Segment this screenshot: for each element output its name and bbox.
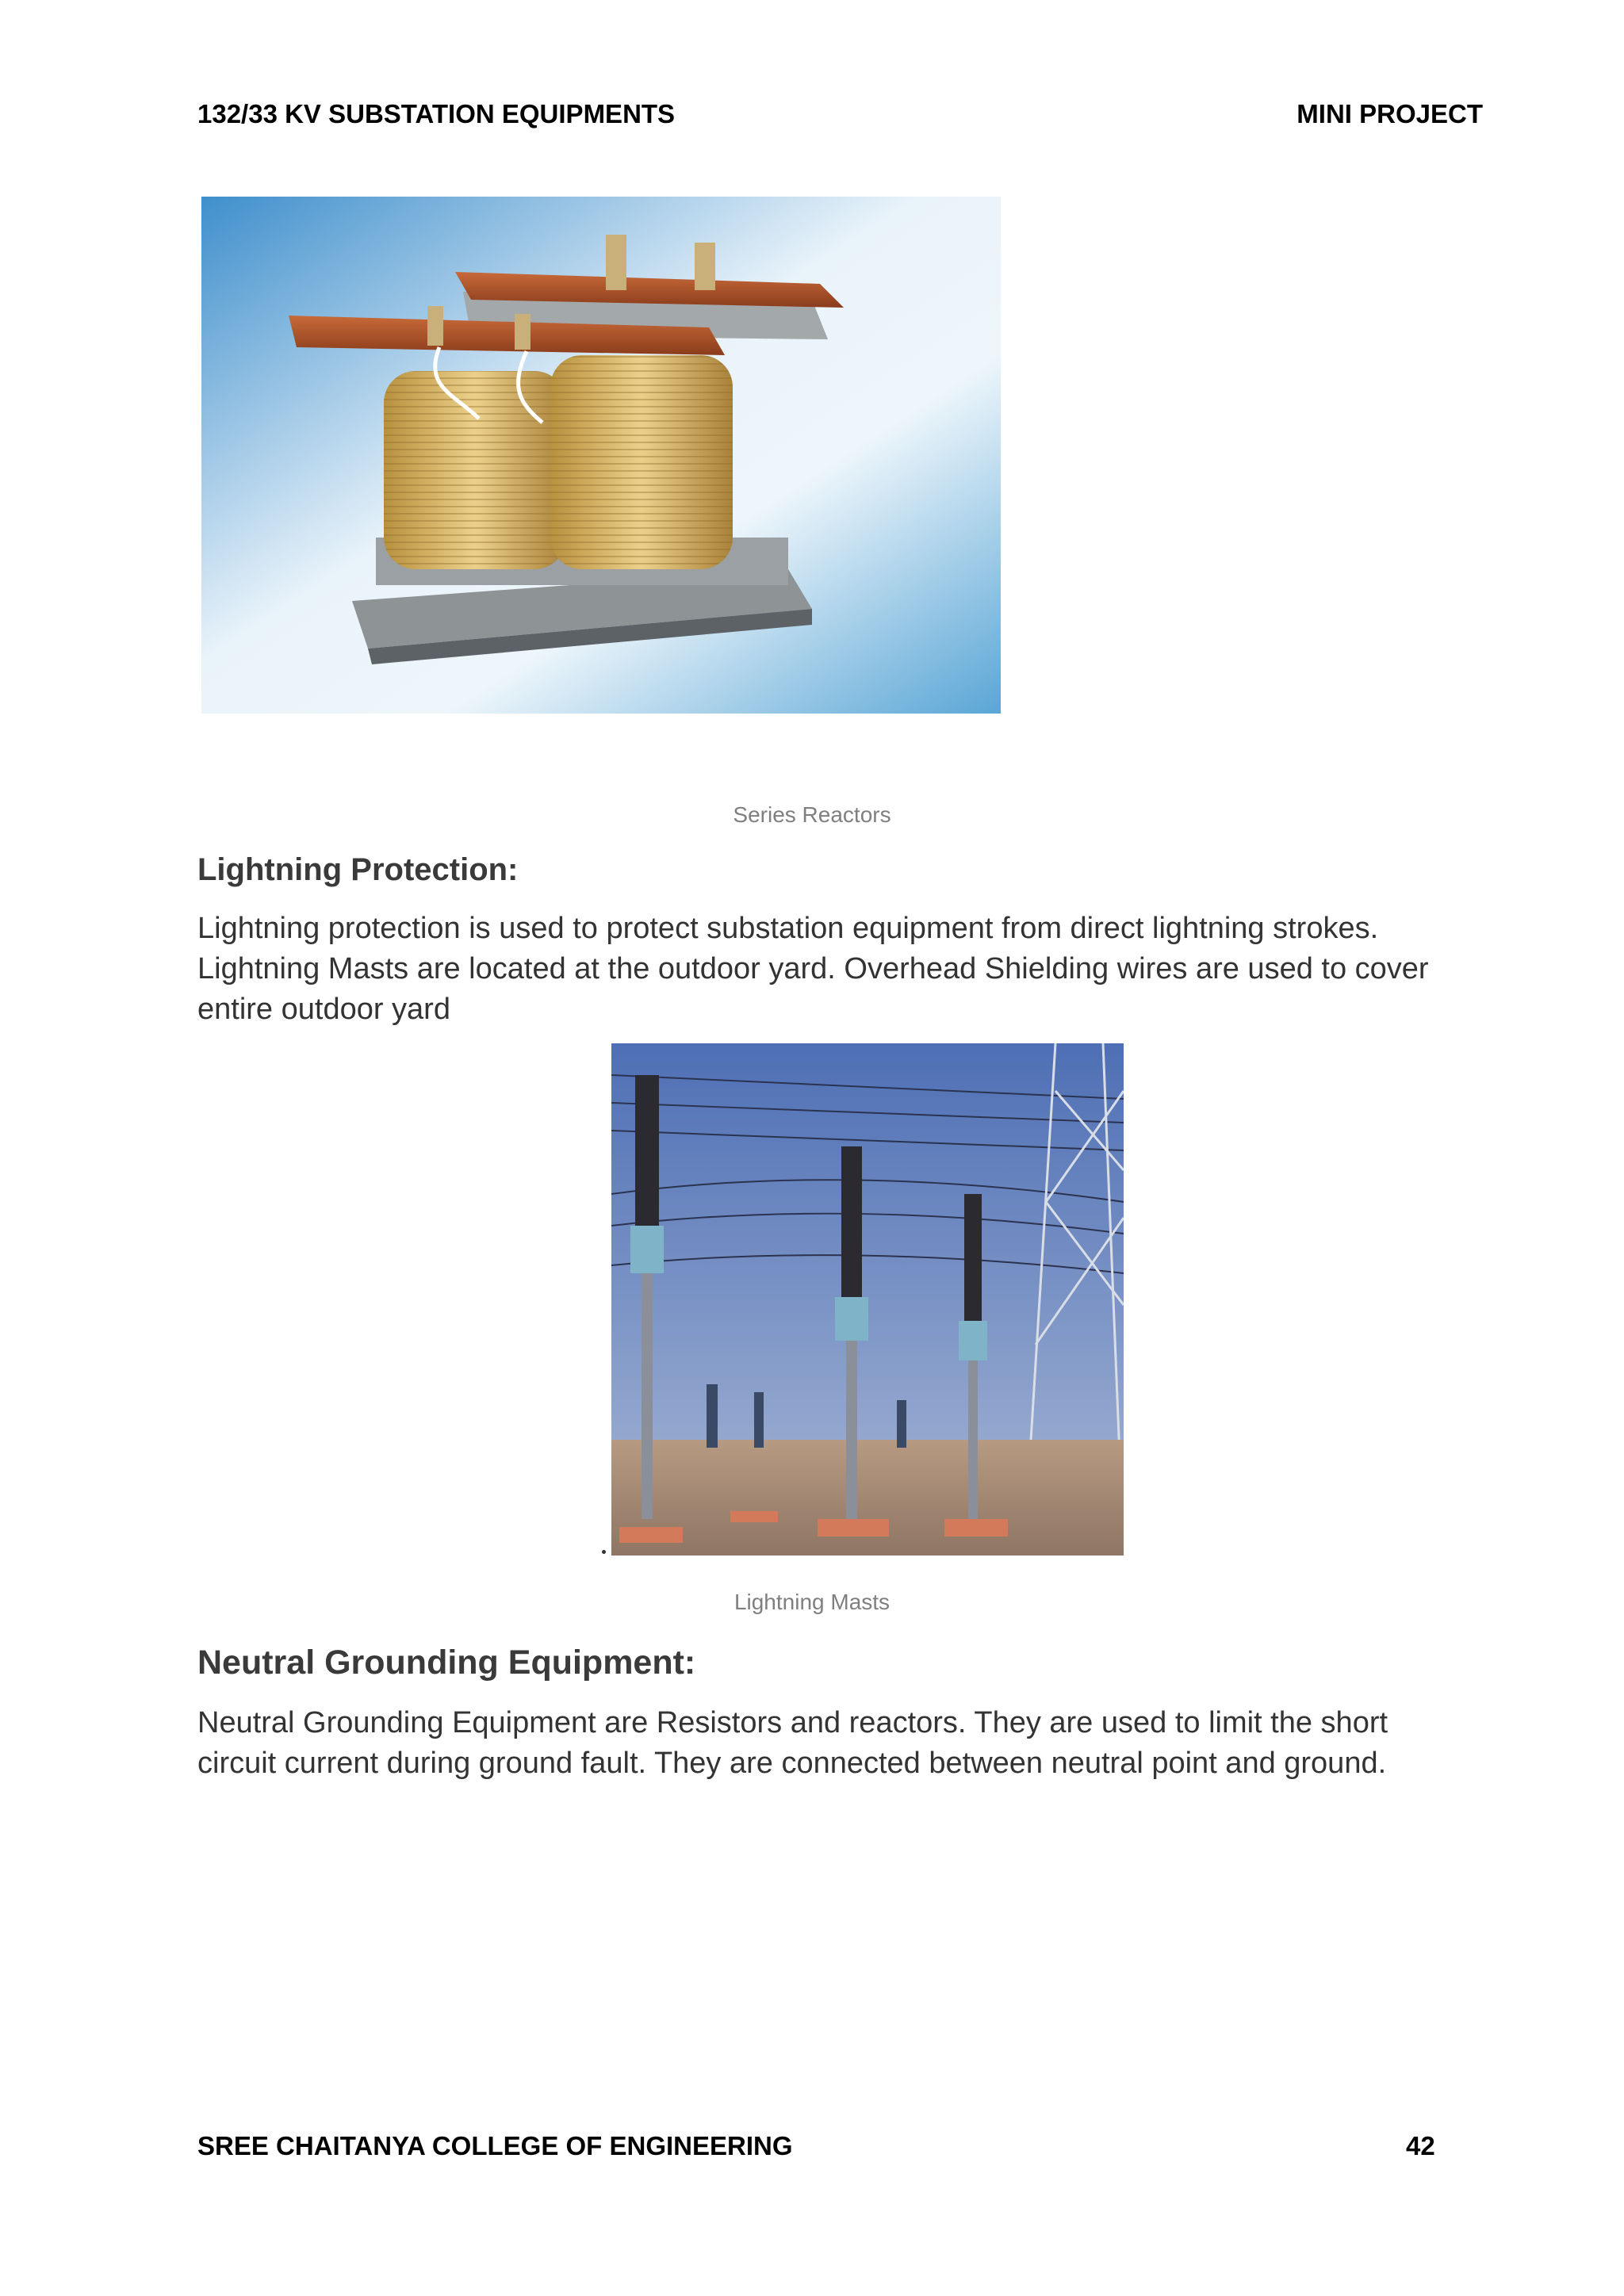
running-header-title: 132/33 KV SUBSTATION EQUIPMENTS bbox=[197, 99, 676, 128]
series-reactor-photo bbox=[201, 197, 1001, 714]
figure-caption-series-reactors: Series Reactors bbox=[733, 802, 891, 827]
figure-caption-lightning-masts: Lightning Masts bbox=[733, 1590, 891, 1614]
running-header-label: MINI PROJECT bbox=[1297, 99, 1483, 128]
lightning-masts-photo bbox=[611, 1043, 1124, 1556]
stray-dot bbox=[602, 1550, 606, 1554]
section-heading-neutral-grounding: Neutral Grounding Equipment: bbox=[197, 1644, 696, 1682]
footer-institution: SREE CHAITANYA COLLEGE OF ENGINEERING bbox=[197, 2131, 793, 2160]
section-body-neutral-grounding: Neutral Grounding Equipment are Resistors and reactors. They are used to limit the short circuit current during ground fault. They are connected between neutral point and ground. bbox=[197, 1706, 1388, 1780]
section-heading-lightning-protection: Lightning Protection: bbox=[197, 852, 519, 887]
page-number: 42 bbox=[1406, 2131, 1435, 2160]
section-body-lightning-protection: Lightning protection is used to protect substation equipment from direct lightning strokes. Lightning Masts are located at the outdoor yard. Overhead Shielding wires are used to cover entire outdoor yard bbox=[197, 912, 1429, 1026]
